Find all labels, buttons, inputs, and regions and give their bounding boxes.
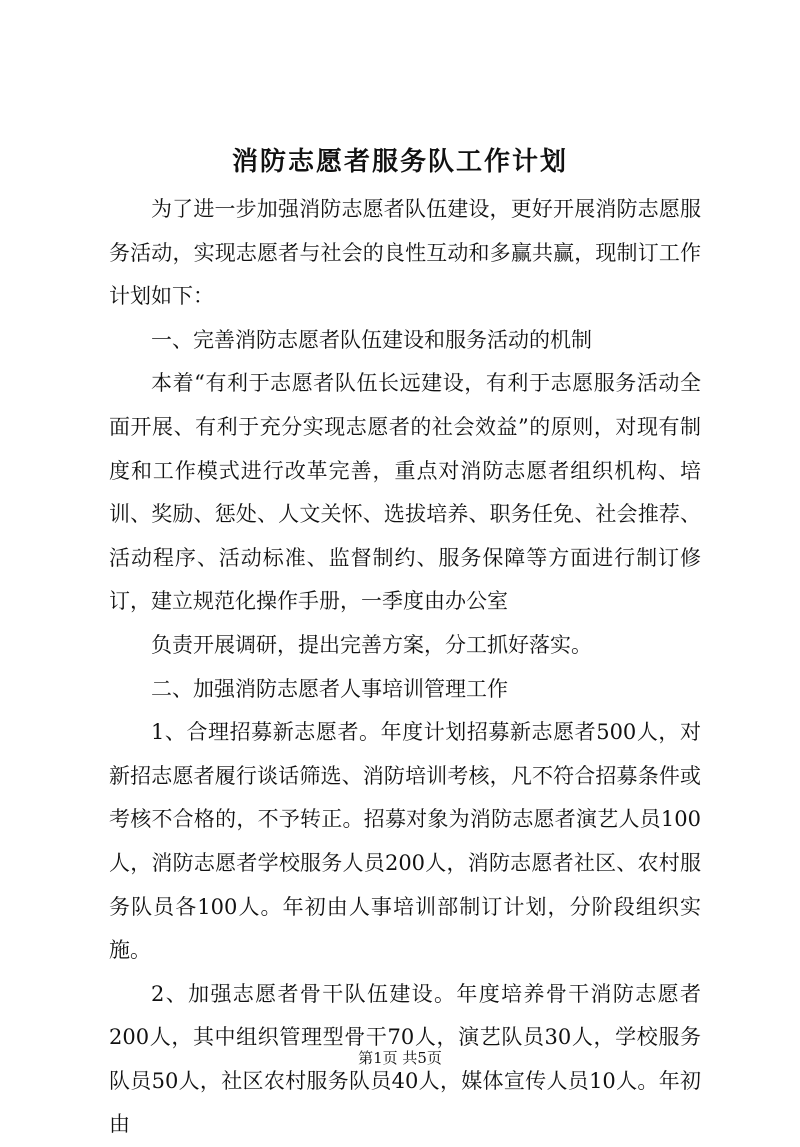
paragraph-backbone: 2、加强志愿者骨干队伍建设。年度培养骨干消防志愿者200人，其中组织管理型骨干70人，演艺队员30人，学校服务队员50人，社区农村服务队员40人，媒体宣传人员10人。年初由 bbox=[109, 981, 701, 1137]
paragraph-principle: 本着“有利于志愿者队伍长远建设，有利于志愿服务活动全面开展、有利于充分实现志愿者的社会效益”的原则，对现有制度和工作模式进行改革完善，重点对消防志愿者组织机构、培训、奖励、惩处、人文关怀、选拔培养、职务任免、社会推荐、活动程序、活动标准、监督制约、服务保障等方面进行制订修订，建立规范化操作手册，一季度由办公室 bbox=[109, 371, 701, 614]
document-title: 消防志愿者服务队工作计划 bbox=[231, 147, 568, 177]
paragraph-recruitment: 1、合理招募新志愿者。年度计划招募新志愿者500人，对新招志愿者履行谈话筛选、消防培训考核，凡不符合招募条件或考核不合格的，不予转正。招募对象为消防志愿者演艺人员100人，消防志愿者学校服务人员200人，消防志愿者社区、农村服务队员各100人。年初由人事培训部制订计划，分阶段组织实施。 bbox=[109, 720, 701, 963]
section-heading-2: 二、加强消防志愿者人事培训管理工作 bbox=[151, 676, 508, 701]
section-heading-1: 一、完善消防志愿者队伍建设和服务活动的机制 bbox=[151, 327, 592, 352]
paragraph-responsibility: 负责开展调研，提出完善方案，分工抓好落实。 bbox=[151, 632, 592, 657]
paragraph-intro: 为了进一步加强消防志愿者队伍建设，更好开展消防志愿服务活动，实现志愿者与社会的良性互动和多赢共赢，现制订工作计划如下： bbox=[109, 197, 701, 309]
page-footer: 第1页 共5页 bbox=[358, 1049, 442, 1067]
document-body bbox=[109, 188, 701, 1147]
